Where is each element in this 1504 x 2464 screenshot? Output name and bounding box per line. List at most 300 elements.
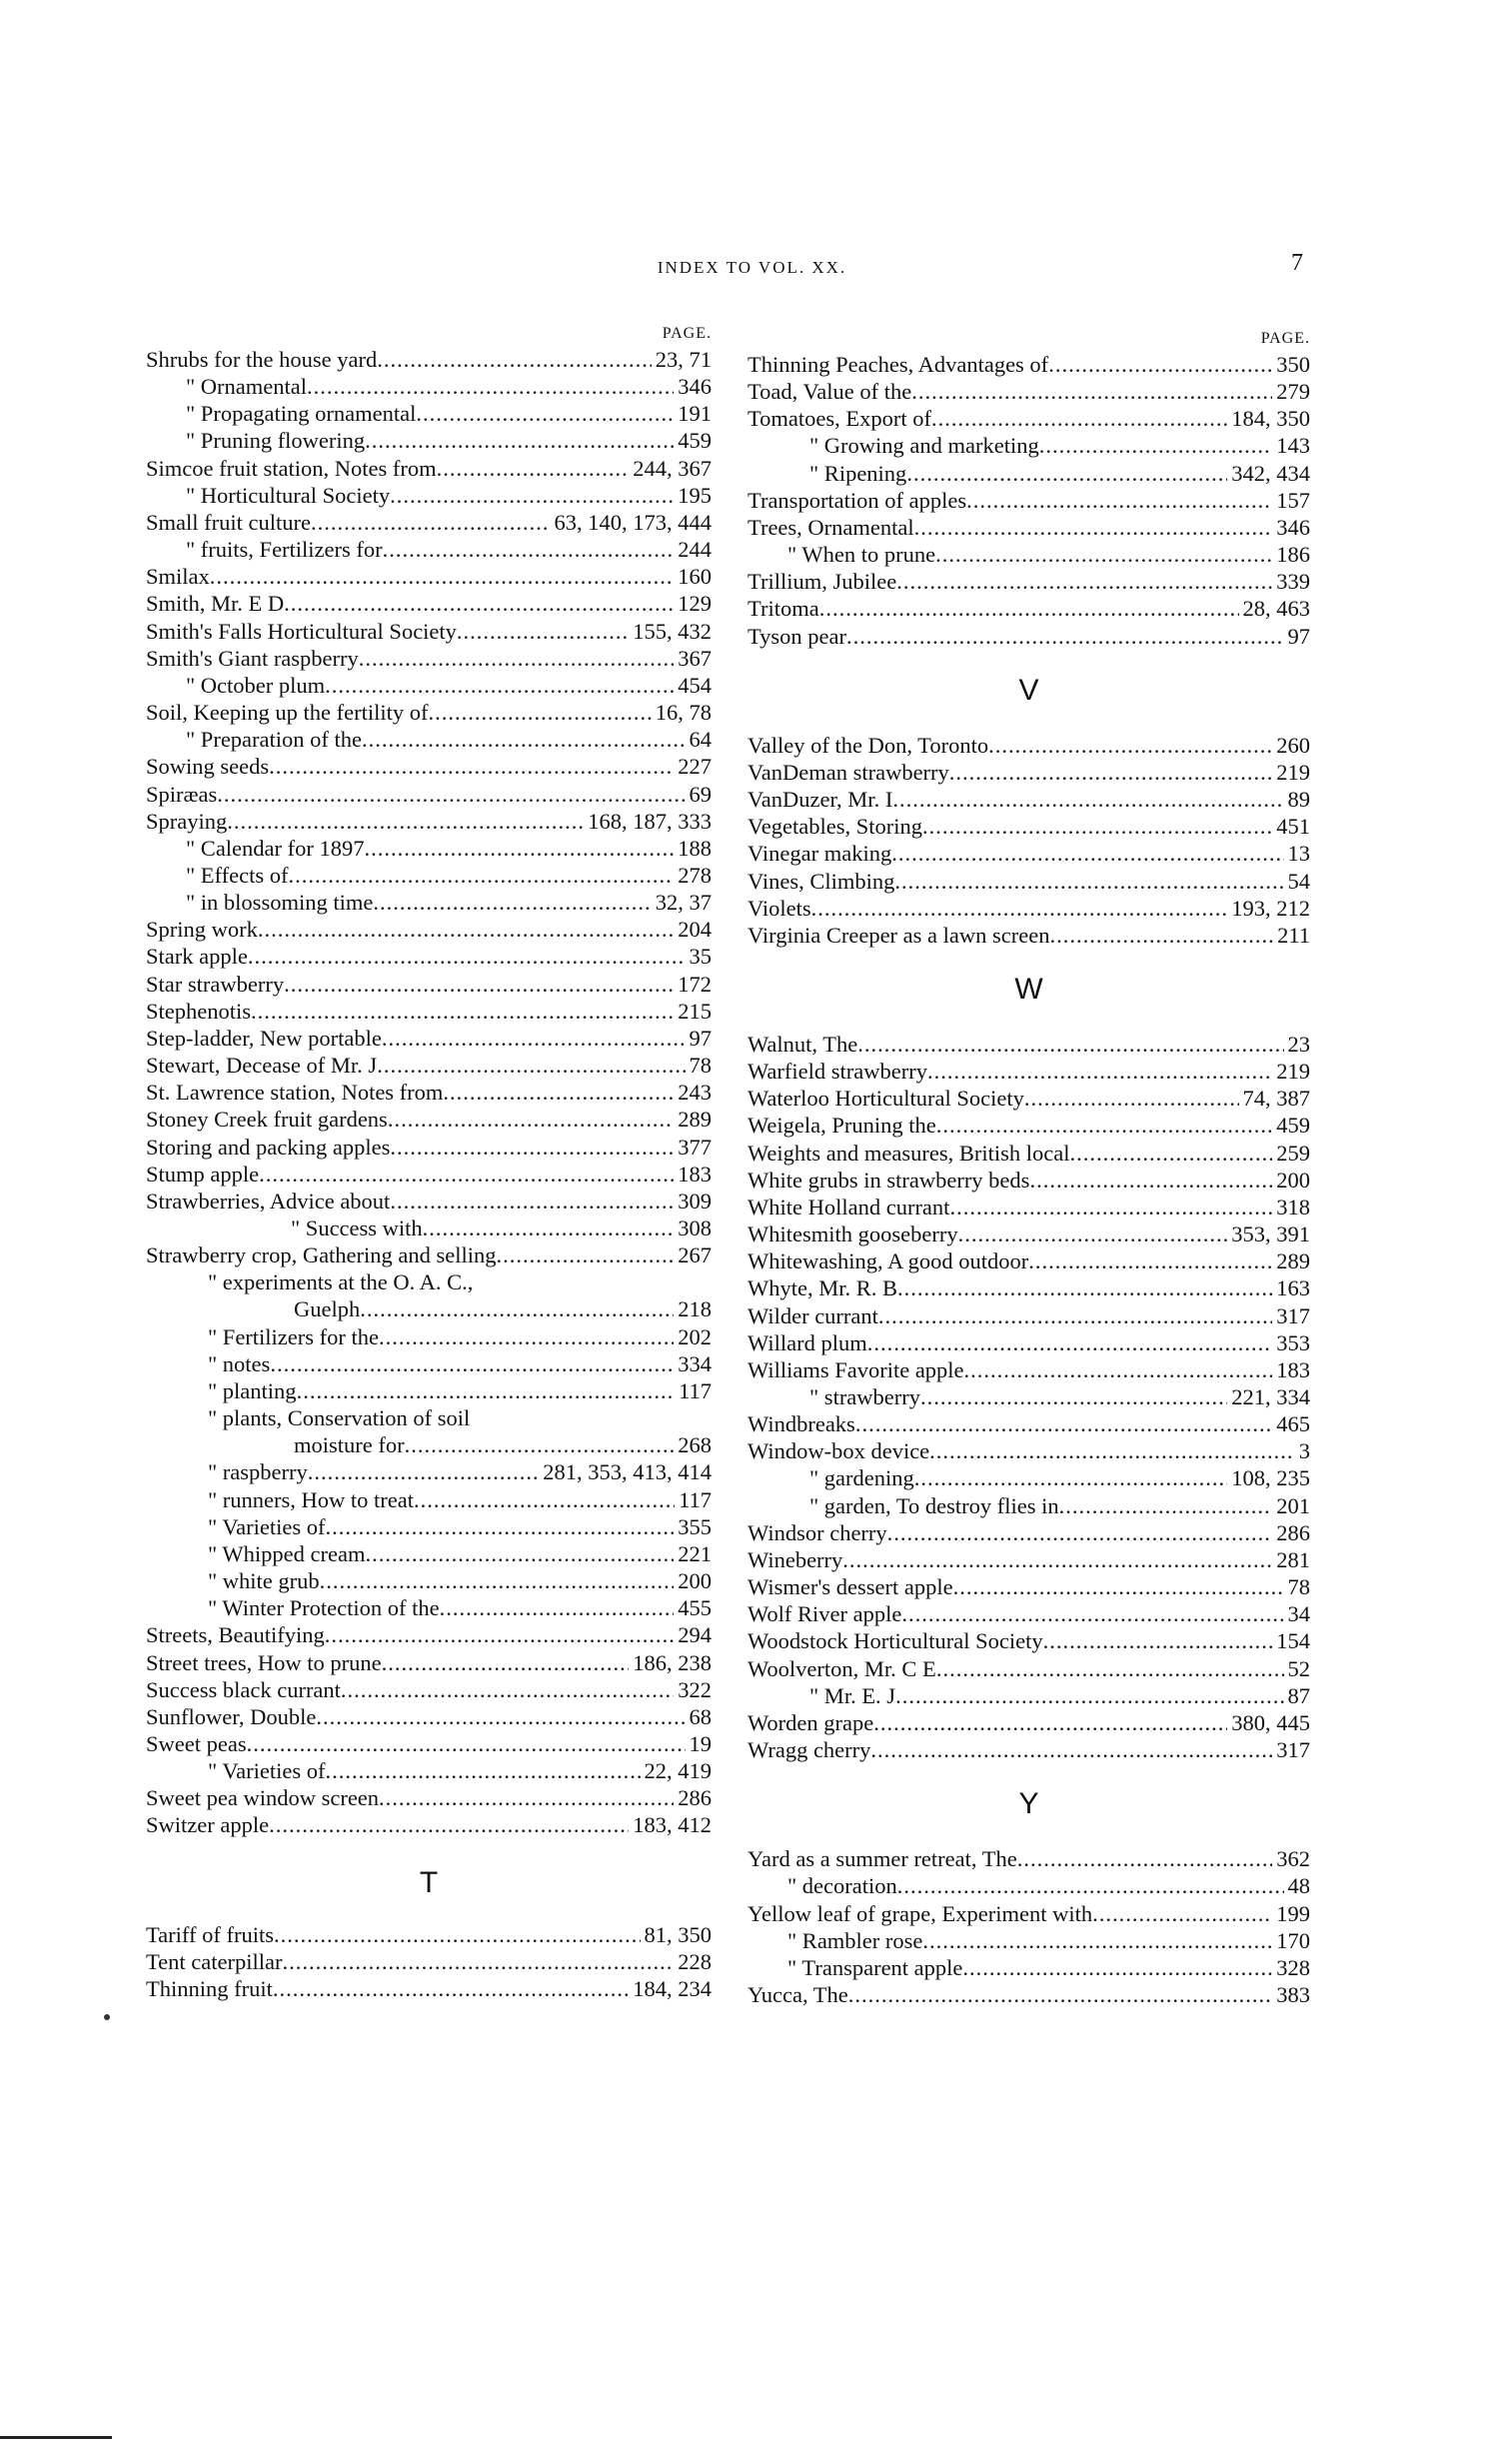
index-term: Tyson pear — [748, 623, 847, 649]
index-entry — [146, 971, 712, 998]
dot-leader — [922, 813, 1272, 840]
index-term: Yellow leaf of grape, Experiment with — [748, 1900, 1093, 1926]
index-term: Sunflower, Double — [146, 1703, 317, 1729]
index-entry — [748, 1437, 1310, 1464]
index-entry — [748, 1954, 1310, 1981]
index-term: Wragg cherry — [748, 1737, 871, 1763]
dot-leader — [382, 1025, 686, 1052]
index-entry — [748, 1546, 1310, 1573]
index-pages: 74, 387 — [1242, 1086, 1310, 1112]
index-pages: 183 — [1276, 1356, 1310, 1382]
dot-leader — [251, 998, 674, 1025]
index-term: Smilax — [146, 564, 210, 590]
index-pages: 294 — [678, 1622, 712, 1648]
index-pages: 32, 37 — [655, 890, 712, 916]
dot-leader — [1024, 1085, 1239, 1112]
dot-leader — [911, 378, 1272, 405]
dot-leader — [1017, 1845, 1273, 1872]
index-pages: 117 — [679, 1377, 712, 1403]
index-entry — [146, 916, 712, 943]
index-term: White grubs in strawberry beds — [748, 1167, 1030, 1193]
index-pages: 243 — [678, 1080, 712, 1106]
index-pages: 193, 212 — [1231, 895, 1310, 921]
index-pages: 221 — [678, 1540, 712, 1566]
index-term: Tritoma — [748, 596, 819, 622]
index-pages: 259 — [1276, 1140, 1310, 1166]
index-pages: 52 — [1287, 1655, 1310, 1681]
index-entry — [146, 1295, 712, 1322]
dot-leader — [1028, 1247, 1272, 1274]
index-term: " Transparent apple — [787, 1954, 963, 1980]
index-entry — [748, 813, 1310, 840]
index-pages: 68 — [689, 1703, 712, 1729]
index-term: Star strawberry — [146, 971, 285, 997]
dot-leader — [308, 1458, 539, 1485]
section-letter-y: Y — [1018, 1787, 1039, 1821]
index-term: Stump apple — [146, 1161, 260, 1187]
index-entry — [748, 1085, 1310, 1112]
index-entry — [748, 1383, 1310, 1410]
index-entry — [748, 1573, 1310, 1600]
index-term: VanDuzer, Mr. I — [748, 787, 893, 813]
section-letter-t: T — [419, 1865, 439, 1899]
index-term: St. Lawrence station, Notes from — [146, 1080, 444, 1106]
dot-leader — [269, 753, 674, 780]
index-entry — [146, 1676, 712, 1703]
index-term: " Winter Protection of the — [208, 1595, 440, 1621]
index-term: Spiræas — [146, 781, 218, 807]
dot-leader — [284, 590, 674, 617]
index-pages: 23, 71 — [655, 347, 712, 372]
dot-leader — [935, 541, 1272, 568]
index-term: Woolverton, Mr. C E — [748, 1655, 936, 1681]
index-pages: 362 — [1276, 1846, 1310, 1872]
index-pages: 184, 234 — [633, 1975, 712, 2001]
index-pages: 228 — [678, 1948, 712, 1974]
index-entry — [146, 1215, 712, 1241]
index-term: Shrubs for the house yard — [146, 347, 378, 372]
index-term: " strawberry — [809, 1384, 921, 1409]
index-term: " Propagating ornamental — [186, 401, 417, 427]
margin-rule — [0, 2436, 112, 2439]
index-pages: 459 — [1276, 1113, 1310, 1139]
dot-leader — [326, 1513, 675, 1540]
index-entry — [146, 1404, 712, 1431]
dot-leader — [362, 726, 685, 753]
dot-leader — [949, 759, 1272, 786]
index-term: Trillium, Jubilee — [748, 569, 897, 595]
index-term: " planting — [208, 1377, 297, 1403]
dot-leader — [892, 786, 1283, 813]
index-entry — [748, 378, 1310, 405]
dot-leader — [247, 1730, 686, 1757]
left-entries — [146, 346, 712, 1839]
index-term: Strawberry crop, Gathering and selling — [146, 1242, 497, 1268]
index-term: Streets, Beautifying — [146, 1622, 325, 1648]
index-pages: 157 — [1276, 487, 1310, 513]
index-entry — [146, 1161, 712, 1188]
index-pages: 168, 187, 333 — [588, 808, 712, 834]
index-entry — [146, 618, 712, 645]
index-term: Woodstock Horticultural Society — [748, 1628, 1043, 1654]
index-entry — [146, 835, 712, 862]
index-pages: 377 — [678, 1134, 712, 1160]
index-entry — [146, 943, 712, 970]
index-entry — [146, 645, 712, 672]
index-pages: 465 — [1276, 1411, 1310, 1437]
index-pages: 19 — [689, 1730, 712, 1756]
index-pages: 78 — [1287, 1574, 1310, 1600]
index-term: Window-box device — [748, 1438, 930, 1464]
index-term: " notes — [208, 1350, 271, 1376]
index-pages: 23 — [1287, 1031, 1310, 1057]
index-pages: 81, 350 — [644, 1921, 712, 1947]
index-pages: 186, 238 — [633, 1649, 712, 1675]
index-pages: 204 — [678, 917, 712, 943]
index-pages: 78 — [689, 1053, 712, 1079]
index-entry — [748, 1247, 1310, 1274]
index-term: Sweet peas — [146, 1730, 247, 1756]
dot-leader — [929, 1437, 1295, 1464]
index-term: Stewart, Decease of Mr. J — [146, 1053, 378, 1079]
dot-leader — [846, 623, 1283, 650]
index-entry — [146, 1052, 712, 1079]
dot-leader — [382, 1649, 630, 1676]
index-pages: 279 — [1276, 379, 1310, 405]
index-pages: 211 — [1277, 922, 1310, 948]
index-term: Storing and packing apples — [146, 1134, 391, 1160]
index-term: " Pruning flowering — [186, 428, 366, 454]
index-entry — [146, 455, 712, 482]
dot-leader — [297, 1377, 676, 1404]
dot-leader — [377, 346, 652, 373]
dot-leader — [1070, 1140, 1273, 1167]
index-entry — [748, 1682, 1310, 1709]
index-entry — [146, 781, 712, 808]
w-entries — [748, 1031, 1310, 1763]
index-entry — [146, 1567, 712, 1594]
index-term: Windsor cherry — [748, 1519, 887, 1545]
index-pages: 16, 78 — [655, 700, 712, 726]
index-pages: 289 — [678, 1107, 712, 1133]
index-pages: 191 — [678, 401, 712, 427]
index-entry — [748, 1709, 1310, 1736]
index-pages: 334 — [678, 1350, 712, 1376]
dot-leader — [360, 1295, 674, 1322]
dot-leader — [440, 1594, 675, 1621]
index-entry — [748, 405, 1310, 432]
dot-leader — [988, 732, 1272, 759]
index-entry — [748, 1140, 1310, 1167]
index-term: Windbreaks — [748, 1411, 855, 1437]
index-term: Stoney Creek fruit gardens — [146, 1107, 388, 1133]
dot-leader — [1059, 1492, 1273, 1519]
index-term: " raspberry — [208, 1459, 308, 1485]
index-entry — [748, 1736, 1310, 1763]
index-pages: 155, 432 — [633, 618, 712, 644]
index-term: " Whipped cream — [208, 1540, 366, 1566]
right-entries — [748, 351, 1310, 650]
dot-leader — [423, 1215, 675, 1241]
dot-leader — [1043, 1627, 1273, 1654]
dot-leader — [359, 645, 674, 672]
dot-leader — [873, 1709, 1227, 1736]
dot-leader — [842, 1546, 1272, 1573]
right-column — [748, 322, 1310, 2008]
dot-leader — [927, 1058, 1272, 1085]
index-entry — [748, 840, 1310, 867]
t-entries — [146, 1921, 712, 2002]
dot-leader — [962, 1954, 1272, 1981]
index-entry — [146, 509, 712, 536]
index-pages: 28, 463 — [1242, 596, 1310, 622]
index-pages: 160 — [678, 564, 712, 590]
dot-leader — [897, 1274, 1272, 1301]
index-pages: 13 — [1287, 841, 1310, 867]
index-entry — [146, 1948, 712, 1975]
index-term: Yard as a summer retreat, The — [748, 1846, 1017, 1872]
index-pages: 219 — [1276, 1059, 1310, 1085]
dot-leader — [894, 868, 1283, 895]
dot-leader — [284, 971, 674, 998]
dot-leader — [437, 455, 630, 482]
index-entry — [748, 568, 1310, 595]
index-term: Weights and measures, British local — [748, 1140, 1070, 1166]
index-entry — [748, 1329, 1310, 1356]
index-term: Success black currant — [146, 1676, 341, 1702]
index-entry — [146, 1703, 712, 1730]
index-pages: 87 — [1287, 1682, 1310, 1708]
index-entry — [748, 595, 1310, 622]
index-pages: 322 — [678, 1676, 712, 1702]
index-pages: 339 — [1276, 569, 1310, 595]
index-entry — [748, 1600, 1310, 1627]
index-pages: 308 — [678, 1216, 712, 1240]
index-entry — [748, 1627, 1310, 1654]
dot-leader — [282, 1948, 674, 1975]
index-entry — [748, 1058, 1310, 1085]
index-term: moisture for — [294, 1432, 405, 1458]
index-pages: 201 — [1276, 1492, 1310, 1518]
dot-leader — [1049, 922, 1273, 949]
index-entry — [146, 482, 712, 509]
dot-leader — [210, 563, 674, 590]
index-pages: 459 — [678, 428, 712, 454]
index-term: Stephenotis — [146, 998, 251, 1024]
index-entry — [748, 1845, 1310, 1872]
dot-leader — [311, 509, 551, 536]
index-pages: 346 — [678, 374, 712, 400]
index-term: Yucca, The — [748, 1981, 848, 2007]
dot-leader — [901, 1600, 1283, 1627]
index-term: Strawberries, Advice about — [146, 1188, 391, 1214]
index-term: Vegetables, Storing — [748, 814, 922, 840]
index-entry — [748, 786, 1310, 813]
page-column-label: PAGE. — [1260, 330, 1310, 347]
dot-leader — [1029, 1167, 1272, 1194]
index-pages: 221, 334 — [1231, 1384, 1310, 1409]
index-term: Wilder currant — [748, 1302, 878, 1328]
v-entries — [748, 732, 1310, 949]
index-entry — [748, 1112, 1310, 1139]
index-term: " Mr. E. J — [809, 1682, 896, 1708]
dot-leader — [373, 889, 651, 916]
left-column — [146, 322, 712, 2002]
index-pages: 328 — [1276, 1954, 1310, 1980]
index-term: " Preparation of the — [186, 727, 363, 753]
index-term: Tariff of fruits — [146, 1921, 274, 1947]
section-letter-w: W — [1014, 972, 1043, 1006]
index-pages: 281, 353, 413, 414 — [543, 1459, 712, 1485]
index-pages: 188 — [678, 835, 712, 861]
dot-leader — [383, 536, 675, 563]
index-entry — [748, 1410, 1310, 1437]
index-term: Walnut, The — [748, 1031, 858, 1057]
index-pages: 244 — [678, 537, 712, 563]
index-pages: 22, 419 — [644, 1758, 712, 1784]
index-entry — [748, 1927, 1310, 1954]
index-pages: 342, 434 — [1231, 460, 1310, 486]
dot-leader — [811, 895, 1228, 922]
index-entry — [146, 1621, 712, 1648]
index-pages: 281 — [1276, 1546, 1310, 1572]
dot-leader — [388, 1106, 674, 1133]
index-term: " fruits, Fertilizers for — [186, 537, 383, 563]
dot-leader — [1092, 1900, 1272, 1927]
dot-leader — [320, 1567, 675, 1594]
index-pages: 318 — [1276, 1194, 1310, 1220]
dot-leader — [958, 1221, 1228, 1247]
dot-leader — [259, 1161, 674, 1188]
index-entry — [748, 623, 1310, 650]
index-term: Spraying — [146, 808, 228, 834]
index-pages: 183, 412 — [633, 1812, 712, 1838]
dot-leader — [416, 400, 674, 427]
index-term: Smith's Falls Horticultural Society — [146, 618, 457, 644]
index-entry — [146, 1079, 712, 1106]
index-entry — [748, 1464, 1310, 1491]
dot-leader — [1048, 351, 1272, 378]
index-pages: 195 — [678, 482, 712, 508]
index-pages: 154 — [1276, 1628, 1310, 1654]
dot-leader — [895, 1682, 1283, 1709]
index-entry — [146, 1268, 712, 1295]
index-entry — [748, 514, 1310, 541]
index-pages: 227 — [678, 754, 712, 780]
index-entry — [146, 1188, 712, 1215]
index-entry — [748, 1302, 1310, 1329]
index-term: Stark apple — [146, 944, 248, 970]
dot-leader — [217, 781, 685, 808]
index-term: Wolf River apple — [748, 1601, 902, 1627]
dot-leader — [931, 405, 1227, 432]
index-term: " Calendar for 1897 — [186, 835, 365, 861]
index-pages: 244, 367 — [633, 455, 712, 481]
dot-leader — [922, 1927, 1272, 1954]
index-term: " Growing and marketing — [809, 433, 1039, 459]
dot-leader — [316, 1703, 685, 1730]
dot-leader — [906, 460, 1227, 487]
page-column-label: PAGE. — [662, 325, 712, 342]
dot-leader — [288, 862, 674, 889]
dot-leader — [379, 1323, 674, 1350]
page-number: 7 — [1291, 250, 1303, 276]
index-entry — [748, 432, 1310, 459]
index-pages: 170 — [1276, 1927, 1310, 1953]
dot-leader — [274, 1921, 641, 1948]
dot-leader — [273, 1975, 629, 2002]
index-entry — [146, 1323, 712, 1350]
dot-leader — [365, 1540, 674, 1567]
index-term: Tomatoes, Export of — [748, 406, 932, 432]
dot-leader — [341, 1676, 674, 1703]
dot-leader — [326, 1757, 641, 1784]
dot-leader — [227, 808, 584, 835]
dot-leader — [269, 1811, 629, 1838]
index-term: Thinning fruit — [146, 1975, 273, 2001]
index-term: Wismer's dessert apple — [748, 1574, 953, 1600]
index-term: Smith, Mr. E D — [146, 591, 285, 617]
index-entry — [748, 541, 1310, 568]
index-entry — [146, 726, 712, 753]
index-term: Toad, Value of the — [748, 379, 912, 405]
dot-leader — [365, 427, 674, 454]
dot-leader — [914, 514, 1273, 541]
index-entry — [748, 487, 1310, 514]
index-pages: 218 — [678, 1296, 712, 1322]
index-pages: 34 — [1287, 1601, 1310, 1627]
index-entry — [146, 427, 712, 454]
index-pages: 186 — [1276, 542, 1310, 568]
index-term: VanDeman strawberry — [748, 759, 949, 785]
dot-leader — [325, 672, 674, 699]
index-entry — [146, 889, 712, 916]
dot-leader — [953, 1573, 1284, 1600]
index-entry — [146, 862, 712, 889]
index-term: Warfield strawberry — [748, 1059, 927, 1085]
index-term: Weigela, Pruning the — [748, 1113, 936, 1139]
index-term: Whyte, Mr. R. B — [748, 1275, 897, 1301]
index-term: Step-ladder, New portable — [146, 1025, 382, 1051]
index-term: " Varieties of — [208, 1758, 326, 1784]
index-entry — [146, 590, 712, 617]
index-term: Whitewashing, A good outdoor — [748, 1248, 1029, 1274]
index-entry — [146, 1540, 712, 1567]
dot-leader — [365, 835, 675, 862]
dot-leader — [966, 487, 1272, 514]
running-head: INDEX TO VOL. XX. — [657, 258, 847, 277]
margin-mark — [104, 2014, 110, 2020]
index-term: " white grub — [208, 1568, 320, 1594]
dot-leader — [870, 1736, 1272, 1763]
index-term: Valley of the Don, Toronto — [748, 732, 989, 758]
index-term: " Ornamental — [186, 374, 308, 400]
index-term: " garden, To destroy flies in — [809, 1492, 1059, 1518]
index-pages: 317 — [1276, 1737, 1310, 1763]
index-term: " Fertilizers for the — [208, 1323, 380, 1349]
index-entry — [748, 1492, 1310, 1519]
index-entry — [748, 1519, 1310, 1546]
dot-leader — [887, 1519, 1273, 1546]
index-pages: 172 — [678, 971, 712, 997]
index-pages: 355 — [678, 1513, 712, 1539]
index-term: Violets — [748, 895, 811, 921]
index-entry — [146, 1811, 712, 1838]
index-term: " experiments at the O. A. C., — [208, 1269, 474, 1295]
index-term: " Rambler rose — [787, 1927, 923, 1953]
index-term: Small fruit culture — [146, 509, 311, 535]
index-entry — [748, 1167, 1310, 1194]
